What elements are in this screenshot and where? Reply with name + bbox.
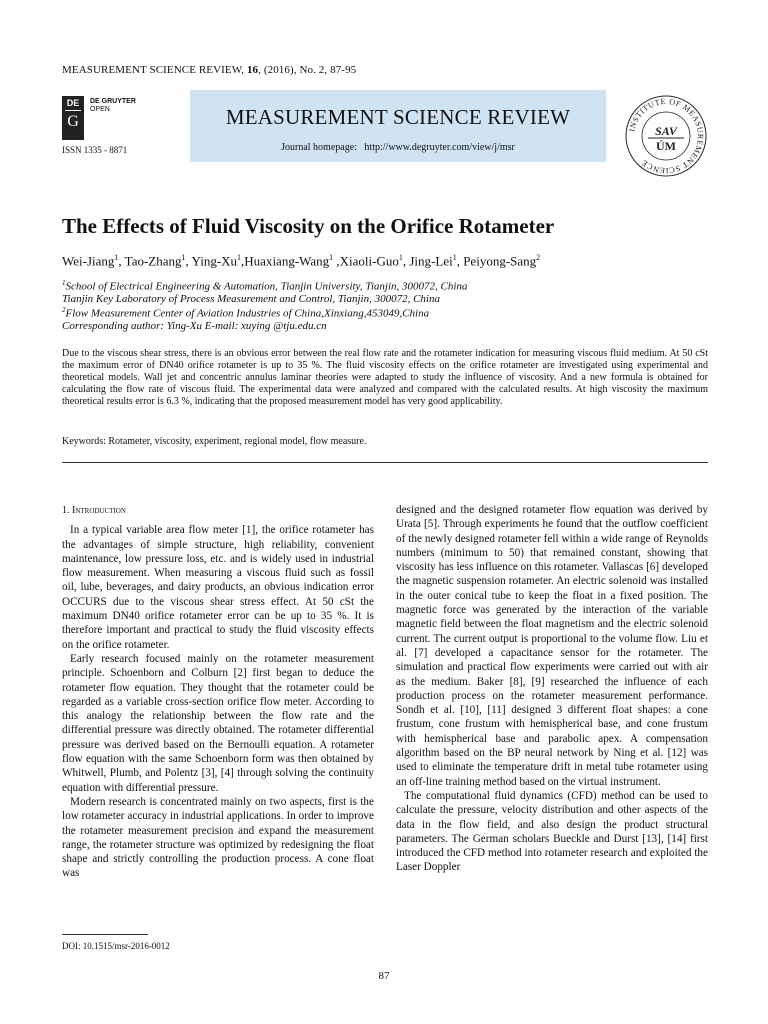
author-name: Wei-Jiang bbox=[62, 253, 115, 269]
volume-number: 16 bbox=[246, 64, 259, 76]
paragraph: designed and the designed rotameter flow equation was derived by Urata [5]. Through experiments he found that the outflow coefficient of the newly designed rotameter fell within a wide range of Reynolds numbers (minimum to 50) that remained constant, showing that viscosity has less influence on this rotameter. Vallascas [6] developed the magnetic suspension rotameter. An electric solenoid was installed in the outer conical tube to keep the float in a fixed position. The magnetic force was generated by the interaction of the variable magnetic field between the float magnetism and the electric solenoid current. The current output is proportional to the volume flow. Liu et al. [7] developed a capacitance sensor for the rotameter. The simulation and practical flow experiments were carried out with air as the medium. Baker [8], [9] researched the influence of each production process on the rotameter measurement performance. Sondh et al. [10], [11] designed 3 different float shapes: a cone frustum, cone frustum with hemispherical base, and cone frustum with hemispherical base and parabolic apex. A compensation algorithm based on the BP neural network by Ning et al. [12] was used to eliminate the temperature drift in metal tube rotameter using an off-line training method based on the virtual instrument. bbox=[396, 504, 708, 788]
affiliation-1: $^1$School of Electrical Engineering & Automation, Tianjin University, Tianjin, 300072, China bbox=[62, 279, 468, 293]
publisher-name: DE GRUYTER OPEN bbox=[90, 98, 136, 113]
keywords: Keywords: Rotameter, viscosity, experiment, regional model, flow measure. bbox=[62, 436, 367, 447]
author-name: Xiaoli-Guo bbox=[339, 253, 399, 269]
journal-homepage: Journal homepage: http://www.degruyter.com/view/j/msr bbox=[281, 142, 515, 153]
de-gruyter-logo-icon: DE G bbox=[62, 96, 84, 140]
journal-title: MEASUREMENT SCIENCE REVIEW bbox=[225, 105, 571, 129]
issn: ISSN 1335 - 8871 bbox=[62, 145, 128, 155]
footnote-divider bbox=[62, 934, 148, 935]
corresponding-author: Corresponding author: Ying-Xu E-mail: xuying @tju.edu.cn bbox=[62, 320, 327, 332]
author-affiliation-mark: 1 bbox=[452, 253, 457, 262]
author-affiliation-mark: 1 bbox=[398, 253, 403, 262]
doi[interactable]: DOI: 10.1515/msr-2016-0012 bbox=[62, 941, 170, 951]
author-affiliation-mark: 2 bbox=[536, 253, 541, 262]
seal-line2: ÚM bbox=[656, 139, 676, 153]
author-name: Peiyong-Sang bbox=[463, 253, 537, 269]
seal-line1: SAV bbox=[655, 124, 677, 138]
paragraph: Early research focused mainly on the rotameter measurement principle. Schoenborn and Colburn [2] first began to deduce the rotameter flow equation. They thought that the rotameter could be regarded as a variable cross-section orifice flow meter. According to this analogy the relationship between the flow rate and the differential pressure was directly obtained. The rotameter differential pressure was derived based on the Bernoulli equation. A rotameter flow equation with the same Schoenborn form was then obtained by Whitwell, Plumb, and Polentz [3], [4] through solving the continuity equation with differential pressure. bbox=[62, 652, 374, 794]
running-head: MEASUREMENT SCIENCE REVIEW, 16, (2016), No. 2, 87-95 bbox=[62, 64, 357, 76]
author-name: Ying-Xu bbox=[191, 253, 238, 269]
institute-seal-icon bbox=[624, 94, 708, 178]
abstract: Due to the viscous shear stress, there is an obvious error between the real flow rate and the rotameter indication for measuring viscous fluid medium. At 50 cSt the maximum error of DN40 orifice rotameter is up to 35 %. The fluid viscosity effects on the orifice rotameter are investigated using experimental and theoretical models. Wall jet and concentric annulus laminar theories were adapted to study the influence of viscosity. And a new formula is obtained for calculating the flow rate of viscous fluid. The experimental data were analyzed and compared with the calculated results. At high viscosity the maximum theoretical results error is 6.3 %, indicating that the proposed measurement model has very good applicability. bbox=[62, 348, 708, 407]
author-affiliation-mark: 1 bbox=[114, 253, 119, 262]
paragraph: The computational fluid dynamics (CFD) method can be used to calculate the pressure, velocity distribution and other aspects of the data in the flow field, and also design the product structural parameters. The German scholars Bueckle and Durst [13], [14] first introduced the CFD method into rotameter research and exploited the Laser Doppler bbox=[396, 789, 708, 874]
left-column bbox=[62, 504, 374, 881]
author-name: Tao-Zhang bbox=[124, 253, 182, 269]
author-list: Wei-Jiang$^1$, Tao-Zhang$^1$, Ying-Xu$^1$,Huaxiang-Wang$^1$ ,Xiaoli-Guo$^1$, Jing-Lei$^1$, Peiyong-Sang$^2$ bbox=[62, 253, 541, 269]
paper-title: The Effects of Fluid Viscosity on the Orifice Rotameter bbox=[62, 214, 555, 238]
author-name: Jing-Lei bbox=[409, 253, 453, 269]
publisher-logo bbox=[62, 96, 162, 146]
seal-ring-text: INSTITUTE OF MEASUREMENT SCIENCE bbox=[627, 96, 706, 176]
paragraph: Modern research is concentrated mainly on two aspects, first is the low rotameter accuracy in industrial applications. In order to improve the rotameter measurement precision and expand the measurement range, the rotameter structure was optimized by redesigning the float shape and strictly controlling the production process. A cone float was bbox=[62, 795, 374, 880]
author-affiliation-mark: 1 bbox=[181, 253, 186, 262]
journal-homepage-link[interactable]: http://www.degruyter.com/view/j/msr bbox=[364, 142, 515, 153]
affiliation-3: $^2$Flow Measurement Center of Aviation Industries of China,Xinxiang,453049,China bbox=[62, 306, 430, 320]
author-affiliation-mark: 1 bbox=[237, 253, 242, 262]
journal-banner bbox=[190, 90, 606, 162]
right-column bbox=[396, 503, 708, 875]
section-heading: 1. Introduction bbox=[62, 505, 126, 516]
title-divider bbox=[62, 462, 708, 463]
paragraph: In a typical variable area flow meter [1], the orifice rotameter has the advantages of simple structure, high reliability, convenient maintenance, low pressure loss, etc. and is widely used in industrial flow measurement. When measuring a viscous fluid such as fossil oil, lube, beverages, and dairy products, an obvious indication error OCCURS due to the viscous shear stress effect. At 50 cSt the maximum DN40 orifice rotameter error can be up to 35 %. It is therefore important and practical to study the fluid viscosity effects on the orifice rotameter. bbox=[62, 524, 374, 651]
page-number: 87 bbox=[378, 970, 390, 982]
affiliation-2: Tianjin Key Laboratory of Process Measurement and Control, Tianjin, 300072, China bbox=[62, 293, 440, 305]
author-affiliation-mark: 1 bbox=[329, 253, 334, 262]
author-name: Huaxiang-Wang bbox=[244, 253, 330, 269]
